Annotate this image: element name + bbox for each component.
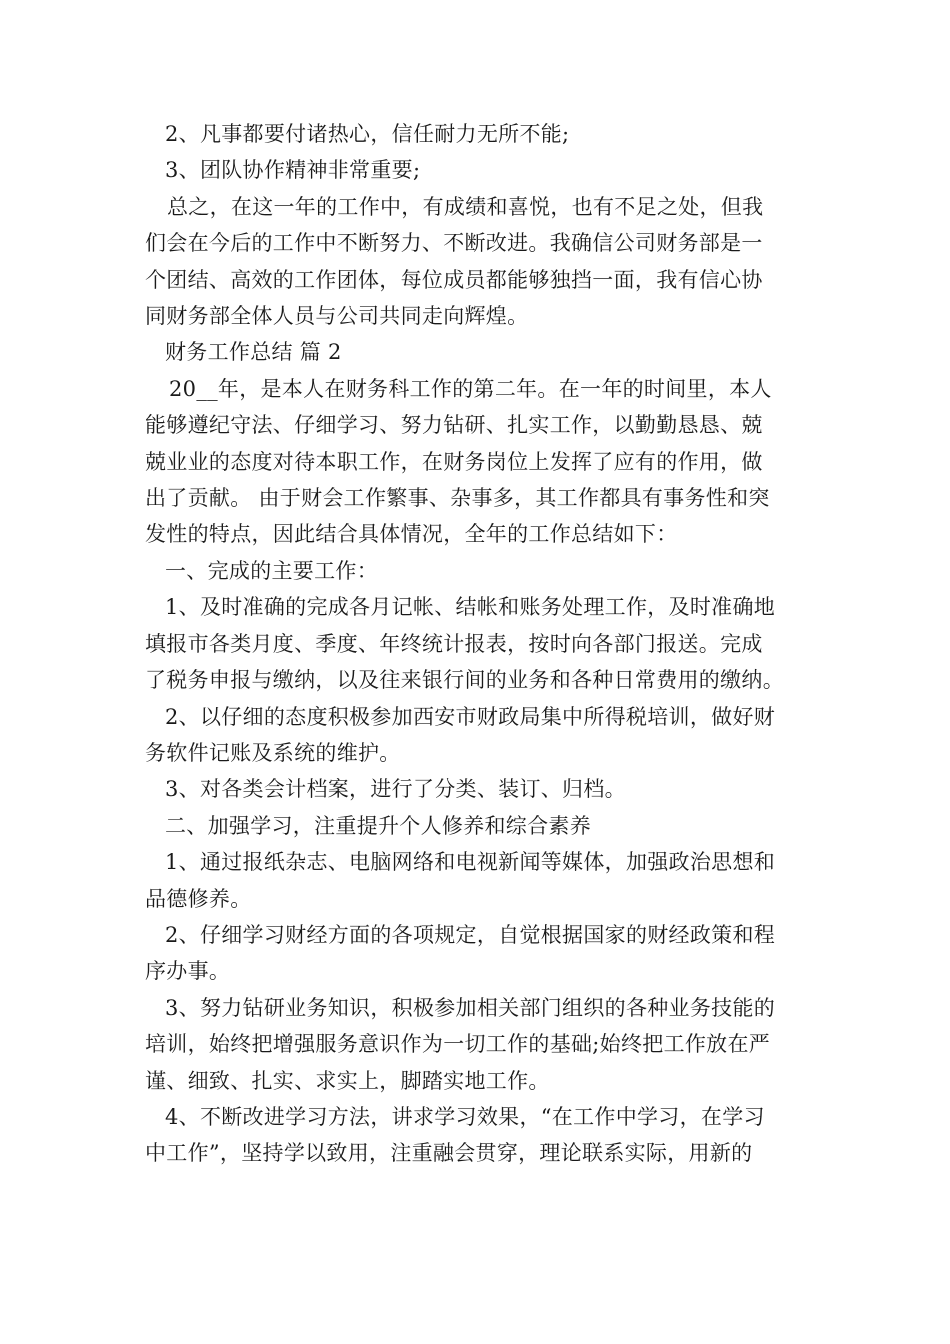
document-body <box>145 116 810 1172</box>
list-item-line: 了税务申报与缴纳，以及往来银行间的业务和各种日常费用的缴纳。 <box>145 668 784 693</box>
list-item-line: 4、不断改进学习方法，讲求学习效果，“在工作中学习，在学习 <box>165 1104 765 1129</box>
paragraph-line: 能够遵纪守法、仔细学习、努力钻研、扎实工作，以勤勤恳恳、兢 <box>145 413 763 438</box>
list-item-line: 1、及时准确的完成各月记帐、结帐和账务处理工作，及时准确地 <box>165 595 776 620</box>
paragraph-line: 同财务部全体人员与公司共同走向辉煌。 <box>145 304 529 329</box>
list-item-line: 2、凡事都要付诸热心，信任耐力无所不能; <box>165 122 570 146</box>
list-item-line: 3、团队协作精神非常重要; <box>165 158 421 183</box>
paragraph-line: 出了贡献。 由于财会工作繁事、杂事多，其工作都具有事务性和突 <box>145 486 770 511</box>
list-item-line: 3、努力钻研业务知识，积极参加相关部门组织的各种业务技能的 <box>165 995 776 1020</box>
list-item-line: 务软件记账及系统的维护。 <box>145 740 401 765</box>
list-item-line: 序办事。 <box>145 959 231 984</box>
list-item-line: 3、对各类会计档案，进行了分类、装订、归档。 <box>165 777 626 802</box>
paragraph-line: 发性的特点，因此结合具体情况，全年的工作总结如下： <box>145 522 678 547</box>
list-item-line: 谨、细致、扎实、求实上，脚踏实地工作。 <box>145 1068 550 1093</box>
subsection-heading: 二、加强学习，注重提升个人修养和综合素养 <box>165 813 591 838</box>
list-item-line: 中工作”，坚持学以致用，注重融会贯穿，理论联系实际，用新的 <box>145 1141 753 1166</box>
paragraph-line: 兢业业的态度对待本职工作，在财务岗位上发挥了应有的作用，做 <box>145 449 763 474</box>
list-item-line: 品德修养。 <box>145 886 252 911</box>
list-item-line: 2、以仔细的态度积极参加西安市财政局集中所得税培训，做好财 <box>165 704 776 729</box>
paragraph-line: 20__年，是本人在财务科工作的第二年。在一年的时间里，本人 <box>169 376 772 401</box>
list-item-line: 2、仔细学习财经方面的各项规定，自觉根据国家的财经政策和程 <box>165 922 776 947</box>
list-item-line: 填报市各类月度、季度、年终统计报表，按时向各部门报送。完成 <box>145 631 763 656</box>
paragraph-line: 总之，在这一年的工作中，有成绩和喜悦，也有不足之处，但我 <box>167 194 764 219</box>
list-item-line: 1、通过报纸杂志、电脑网络和电视新闻等媒体，加强政治思想和 <box>165 850 776 875</box>
list-item-line: 培训，始终把增强服务意识作为一切工作的基础;始终把工作放在严 <box>145 1032 771 1057</box>
section-heading: 财务工作总结 篇 2 <box>165 340 342 365</box>
paragraph-line: 个团结、高效的工作团体，每位成员都能够独挡一面，我有信心协 <box>145 267 763 292</box>
subsection-heading: 一、完成的主要工作： <box>165 558 378 583</box>
paragraph-line: 们会在今后的工作中不断努力、不断改进。我确信公司财务部是一 <box>145 231 763 256</box>
